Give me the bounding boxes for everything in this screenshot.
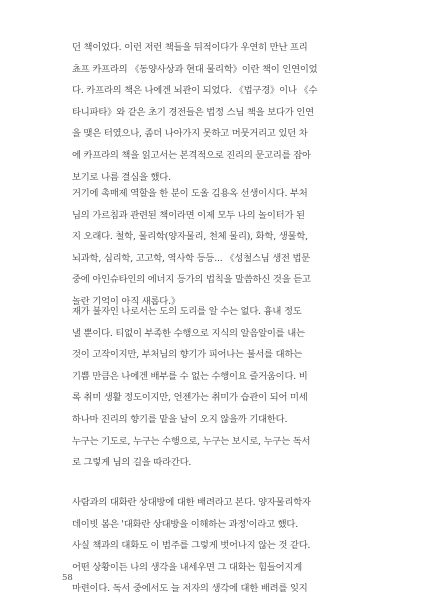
text-line: 하나마 진리의 향기를 맡을 날이 오지 않을까 기대한다. (72, 413, 288, 425)
text-line: 지 오래다. 철학, 물리학(양자물리, 천체 물리), 화학, 생물학, (72, 231, 308, 243)
text-line: 로 그렇게 님의 길을 따라간다. (72, 457, 192, 469)
text-line: 타니파타》와 같은 초기 경전들은 법정 스님 책을 보다가 인연 (72, 106, 314, 118)
text-line: 던 책이었다. 이런 저런 책들을 뒤적이다가 우연히 만난 프리 (72, 42, 308, 53)
text-line: 사람과의 대화란 상대방에 대한 배려라고 본다. 양자물리학자 (72, 497, 311, 508)
text-line: 재가 불자인 나로서는 도의 도리를 알 수는 없다. 흉내 정도 (72, 306, 302, 317)
text-line: 보기로 나름 결심을 했다. (72, 171, 171, 183)
text-line: 놀란 기억이 아직 새롭다.》 (72, 295, 180, 307)
text-line: 것이 고작이지만, 부처님의 향기가 피어나는 불서를 대하는 (72, 349, 303, 361)
text-line: 록 취미 생활 정도이지만, 언젠가는 취미가 습관이 되어 미세 (72, 392, 308, 404)
text-line: 데이빗 봄은 '대화란 상대방을 이해하는 과정'이라고 했다. (72, 518, 298, 530)
paragraph-2 (72, 183, 372, 313)
text-line: 누구는 기도로, 누구는 수행으로, 누구는 보시로, 누구는 독서 (72, 435, 311, 447)
page-number: 58 (62, 573, 73, 583)
paragraph-4 (72, 492, 372, 600)
paragraph-3 (72, 301, 372, 474)
text-line: 어떤 상황이든 나의 생각을 내세우면 그 대화는 힘들어지게 (72, 561, 303, 573)
text-line: 거기에 촉매제 역할을 한 분이 도올 김용옥 선생이시다. 부처 (72, 188, 308, 199)
text-line: 에 카프라의 책을 읽고서는 본격적으로 진리의 문고리를 잡아 (72, 149, 311, 161)
text-line: 낼 뿐이다. 티없이 부족한 수행으로 지식의 알음알이를 내는 (72, 327, 305, 339)
text-line: 사실 책과의 대화도 이 범주를 그렇게 벗어나지 않는 것 같다. (72, 540, 311, 552)
text-line: 기쁨 만큼은 나에겐 배부를 수 없는 수행이요 즐거움이다. 비 (72, 370, 308, 382)
text-line: 마련이다. 독서 중에서도 늘 저자의 생각에 대한 배려를 잊지 (72, 583, 308, 595)
paragraph-1 (72, 37, 372, 188)
text-line: 중에 아인슈타인의 에너지 등가의 법칙을 말씀하신 것을 듣고 (72, 274, 311, 286)
text-line: 을 맺은 터였으나, 좀더 나아가지 못하고 머뭇거리고 있던 차 (72, 128, 308, 140)
text-line: 뇌과학, 심리학, 고고학, 역사학 등등... 《성철스님 생전 법문 (72, 252, 311, 264)
text-line: 님의 가르침과 관련된 책이라면 이제 모두 나의 놀이터가 된 (72, 209, 305, 221)
text-line: 쵸프 카프라의 《동양사상과 현대 물리학》이란 책이 인연이었 (72, 63, 318, 75)
text-line: 다. 카프라의 책은 나에겐 뇌관이 되었다. 《법구경》이나 《수 (72, 85, 318, 97)
